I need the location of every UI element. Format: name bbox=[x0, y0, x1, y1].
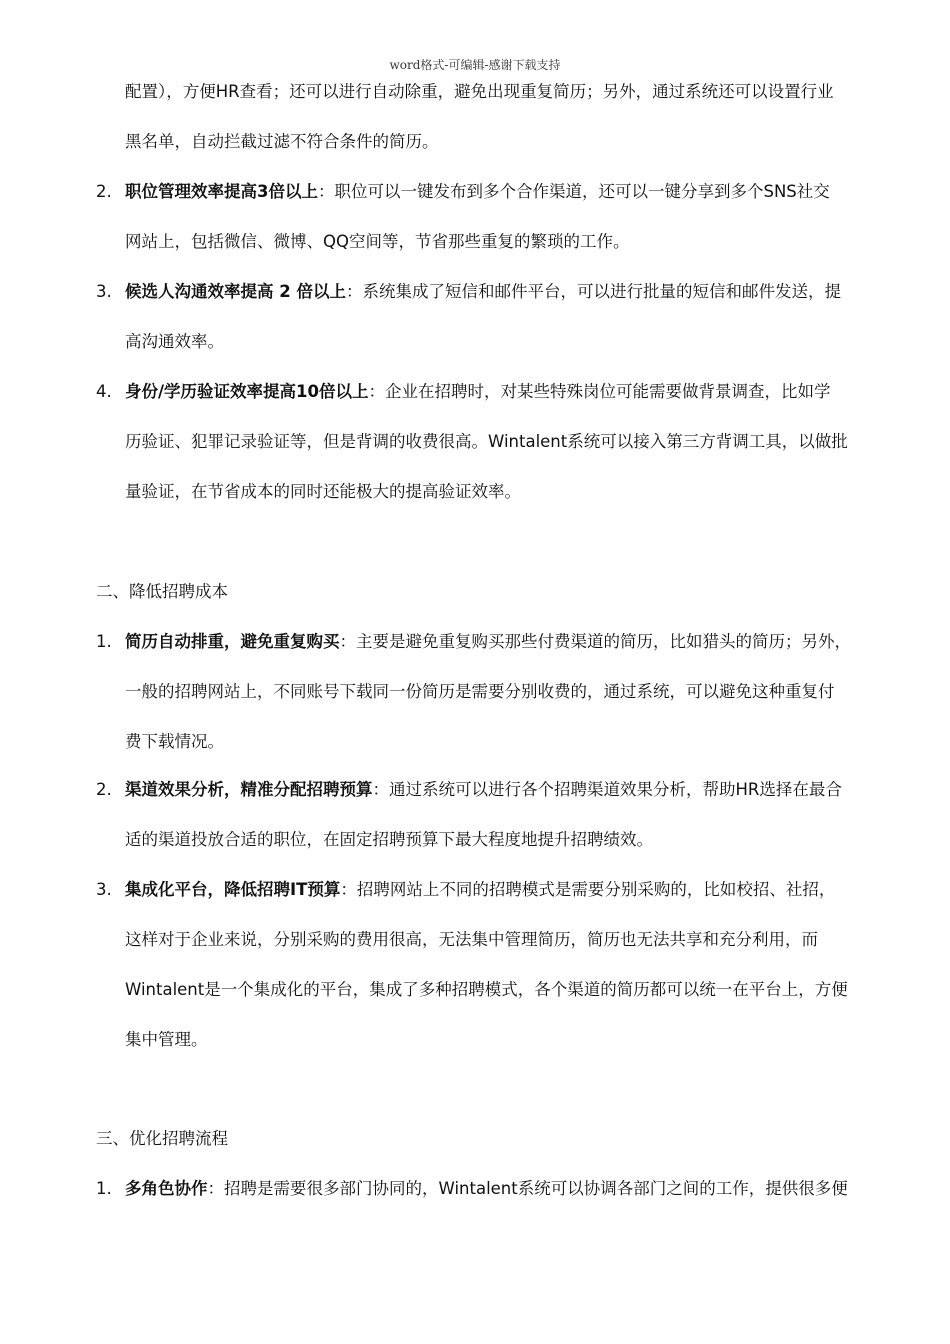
section-title: 二、降低招聘成本 bbox=[96, 582, 228, 601]
list-item-heading: 身份/学历验证效率提高10倍以上 bbox=[125, 382, 369, 401]
list-item-text: ：主要是避免重复购买那些付费渠道的简历，比如猎头的简历；另外， bbox=[339, 632, 851, 651]
list-item-line bbox=[125, 380, 865, 404]
list-item-text: ：招聘网站上不同的招聘模式是需要分别采购的，比如校招、社招， bbox=[340, 880, 836, 899]
list-number: 3. bbox=[96, 282, 112, 301]
paragraph-line: 黑名单，自动拦截过滤不符合条件的简历。 bbox=[125, 132, 439, 151]
list-item-heading: 多角色协作 bbox=[125, 1179, 208, 1198]
list-item-line: 费下载情况。 bbox=[125, 732, 224, 751]
list-item-line: 这样对于企业来说，分别采购的费用很高，无法集中管理简历，简历也无法共享和充分利用，而 bbox=[125, 930, 818, 949]
list-number: 1. bbox=[96, 632, 112, 651]
list-item-line bbox=[125, 630, 865, 654]
list-item-text: ：招聘是需要很多部门协同的，Wintalent系统可以协调各部门之间的工作，提供很多便 bbox=[207, 1179, 848, 1198]
list-item-line: 历验证、犯罪记录验证等，但是背调的收费很高。Wintalent系统可以接入第三方背调工具，以做批 bbox=[125, 432, 848, 451]
list-item-line: 高沟通效率。 bbox=[125, 332, 224, 351]
list-item-heading: 职位管理效率提高3倍以上 bbox=[125, 182, 318, 201]
paragraph-line: 配置），方便HR查看；还可以进行自动除重，避免出现重复简历；另外，通过系统还可以设置行业 bbox=[125, 82, 834, 101]
list-number: 2. bbox=[96, 182, 112, 201]
list-number: 1. bbox=[96, 1179, 112, 1198]
list-item-line: 适的渠道投放合适的职位，在固定招聘预算下最大程度地提升招聘绩效。 bbox=[125, 830, 653, 849]
list-item-line: 集中管理。 bbox=[125, 1030, 208, 1049]
list-item-heading: 集成化平台，降低招聘IT预算 bbox=[125, 880, 341, 899]
list-item-text: ：职位可以一键发布到多个合作渠道，还可以一键分享到多个SNS社交 bbox=[317, 182, 830, 201]
list-number: 4. bbox=[96, 382, 112, 401]
list-item-line: 一般的招聘网站上，不同账号下载同一份简历是需要分别收费的，通过系统，可以避免这种重复付 bbox=[125, 682, 835, 701]
list-item-heading: 候选人沟通效率提高 2 倍以上 bbox=[125, 282, 346, 301]
section-title: 三、优化招聘流程 bbox=[96, 1129, 228, 1148]
list-item-text: ：企业在招聘时，对某些特殊岗位可能需要做背景调查，比如学 bbox=[368, 382, 831, 401]
list-item-heading: 简历自动排重，避免重复购买 bbox=[125, 632, 340, 651]
list-number: 2. bbox=[96, 780, 112, 799]
list-item-line: 量验证，在节省成本的同时还能极大的提高验证效率。 bbox=[125, 482, 521, 501]
list-item-line bbox=[125, 878, 865, 902]
list-item-text: ：通过系统可以进行各个招聘渠道效果分析，帮助HR选择在最合 bbox=[372, 780, 842, 799]
list-item-line bbox=[125, 180, 865, 204]
list-item-text: ：系统集成了短信和邮件平台，可以进行批量的短信和邮件发送，提 bbox=[345, 282, 841, 301]
list-item-line bbox=[125, 778, 865, 802]
list-item-line bbox=[125, 1177, 865, 1201]
list-item-line: Wintalent是一个集成化的平台，集成了多种招聘模式，各个渠道的简历都可以统一在平台上，方便 bbox=[125, 980, 848, 999]
list-item-line: 网站上，包括微信、微博、QQ空间等，节省那些重复的繁琐的工作。 bbox=[125, 232, 630, 251]
list-item-line bbox=[125, 280, 865, 304]
page-header: word格式-可编辑-感谢下载支持 bbox=[389, 58, 561, 72]
list-number: 3. bbox=[96, 880, 112, 899]
list-item-heading: 渠道效果分析，精准分配招聘预算 bbox=[125, 780, 373, 799]
